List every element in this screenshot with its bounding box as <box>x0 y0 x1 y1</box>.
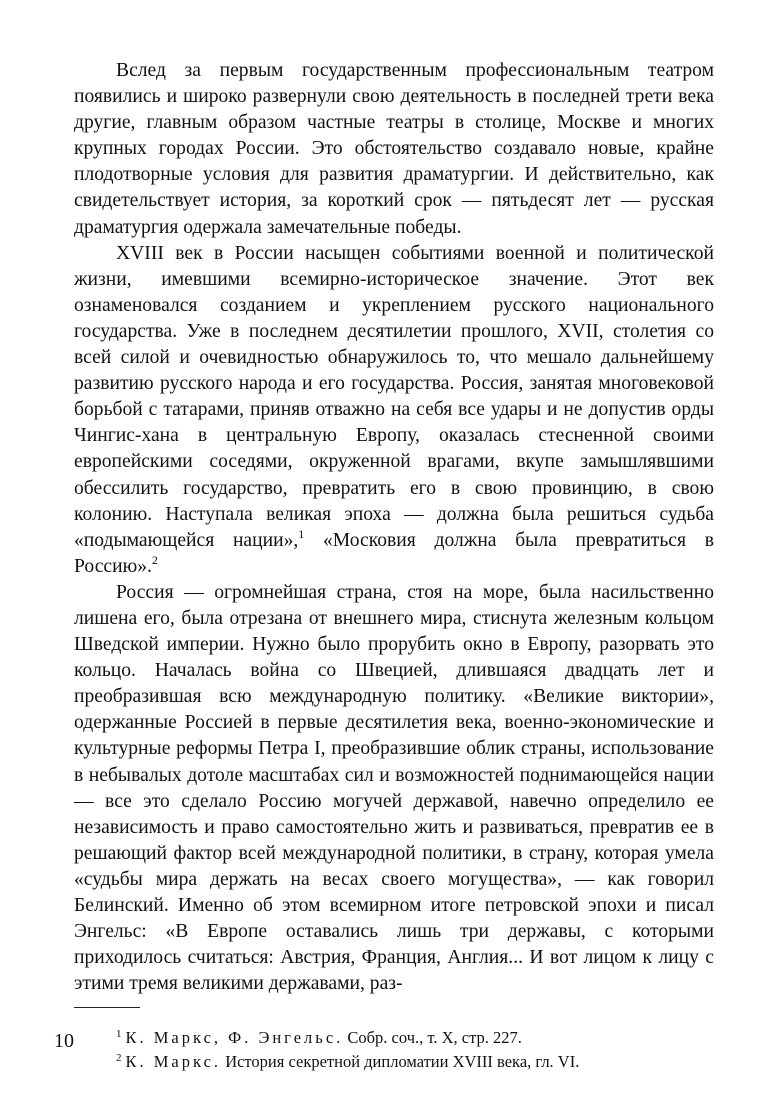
footnote-ref-1[interactable]: 1 <box>298 526 305 541</box>
paragraph-2-text-continued: «Московия должна была превратиться в Россию». <box>74 529 714 577</box>
footnote-2-text: История секретной дипломатии XVIII века, гл. VI. <box>225 1052 580 1072</box>
footnote-1 <box>74 1024 714 1048</box>
footnote-2-number: 2 <box>116 1052 122 1065</box>
paragraph-1-text: Вслед за первым государственным профессиональным театром появились и широко развернули свою деятельность в последней трети века другие, главным образом частные театры в столице, Москве и многих крупных городах России. Это обстоятельство создавало новые, крайне плодотворные условия для развития драматургии. И действительно, как свидетельствует история, за короткий срок — пятьдесят лет — русская драматургия одержала замечательные победы. <box>74 60 714 238</box>
paragraph-1 <box>74 58 714 241</box>
footnote-ref-2[interactable]: 2 <box>151 552 158 567</box>
footnote-divider <box>74 1007 140 1008</box>
footnote-1-text: Собр. соч., т. X, стр. 227. <box>347 1028 522 1048</box>
footnote-2 <box>74 1048 714 1072</box>
page-number: 10 <box>54 1030 74 1052</box>
paragraph-3 <box>74 580 714 998</box>
footnote-2-author: К. Маркс. <box>125 1052 222 1072</box>
footnotes <box>74 1024 714 1072</box>
page-body <box>74 58 714 1072</box>
paragraph-2 <box>74 241 714 580</box>
footnote-1-number: 1 <box>116 1028 122 1041</box>
footnote-1-author: К. Маркс, Ф. Энгельс. <box>125 1028 344 1048</box>
paragraph-2-text: XVIII век в России насыщен событиями военной и политической жизни, имевшими всемирно-историческое значение. Этот век ознаменовался созданием и укреплением русского национального государства. Уже в последнем десятилетии прошлого, XVII, столетия со всей силой и очевидностью обнаружилось то, что мешало дальнейшему развитию русского народа и его государства. Россия, занятая многовековой борьбой с татарами, приняв отважно на себя все удары и не допустив орды Чингис-хана в центральную Европу, оказалась стесненной своими европейскими соседями, окруженной врагами, вкупе замышлявшими обессилить государство, превратить его в свою провинцию, в свою колонию. Наступала великая эпоха — должна была решиться судьба «подымающейся нации», <box>74 242 714 551</box>
paragraph-3-text: Россия — огромнейшая страна, стоя на море, была насильственно лишена его, была отрезана от внешнего мира, стиснута железным кольцом Шведской империи. Нужно было прорубить окно в Европу, разорвать это кольцо. Началась война со Швецией, длившаяся двадцать лет и преобразившая всю международную политику. «Великие виктории», одержанные Россией в первые десятилетия века, военно-экономические и культурные реформы Петра I, преобразившие облик страны, использование в небывалых дотоле масштабах сил и возможностей поднимающейся нации — все это сделало Россию могучей державой, навечно определило ее независимость и право самостоятельно жить и развиваться, превратив ее в решающий фактор всей международной политики, в страну, которая умела «судьбы мира держать на весах своего могущества», — как говорил Белинский. Именно об этом всемирном итоге петровской эпохи и писал Энгельс: «В Европе оставались лишь три державы, с которыми приходилось считаться: Австрия, Франция, Англия... И вот лицом к лицу с этими тремя великими державами, раз- <box>74 581 714 995</box>
